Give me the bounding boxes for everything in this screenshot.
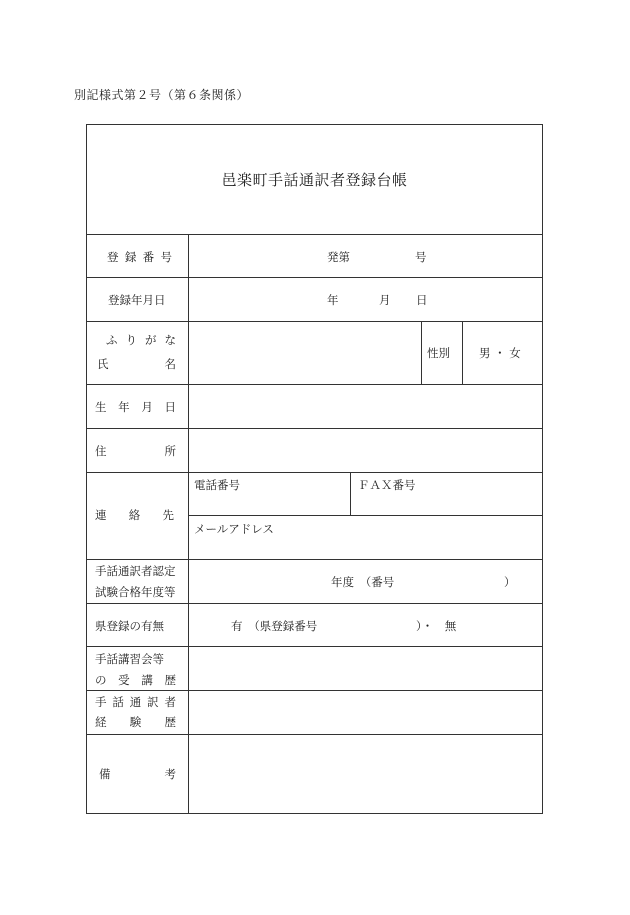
label-experience-line2: 経 験 歴 <box>95 715 176 729</box>
label-registration-date: 登録年月日 <box>108 293 166 307</box>
row-divider <box>87 690 542 691</box>
gender-value-divider <box>462 321 463 384</box>
label-remarks: 備 考 <box>99 767 176 781</box>
row-divider <box>87 559 542 560</box>
form-title: 邑楽町手話通訳者登録台帳 <box>221 171 408 189</box>
contact-row-divider <box>188 515 543 516</box>
certification-value: 年度 （番号 <box>331 575 395 589</box>
row-divider <box>87 734 542 735</box>
form-reference-note: 別記様式第２号（第６条関係） <box>74 88 250 102</box>
row-divider <box>87 472 542 473</box>
label-certification-line2: 試験合格年度等 <box>95 585 176 599</box>
row-divider <box>87 277 542 278</box>
gender-label-divider <box>421 321 422 384</box>
label-birth-date: 生 年 月 日 <box>95 400 176 414</box>
gender-options: 男 ・ 女 <box>479 346 521 360</box>
phone-fax-divider <box>350 472 351 515</box>
prefecture-registration-value-end: ）・ 無 <box>416 619 457 633</box>
registration-number-suffix: 号 <box>415 250 427 264</box>
label-course-line1: 手話講習会等 <box>95 652 164 666</box>
registration-number-prefix: 発第 <box>327 250 350 264</box>
label-certification-line1: 手話通訳者認定 <box>95 564 176 578</box>
label-address: 住 所 <box>95 444 176 458</box>
label-course-line2: の 受 講 歴 <box>95 673 176 687</box>
row-divider <box>87 603 542 604</box>
row-divider <box>87 234 542 235</box>
row-divider <box>87 428 542 429</box>
registration-date-year: 年 <box>327 293 339 307</box>
registration-form-table <box>86 124 543 814</box>
label-furigana: ふ り が な <box>106 333 176 347</box>
label-prefecture-registration: 県登録の有無 <box>95 619 164 633</box>
row-divider <box>87 646 542 647</box>
label-experience-line1: 手 話 通 訳 者 <box>95 695 176 709</box>
label-name: 氏 名 <box>97 357 176 371</box>
prefecture-registration-value: 有 （県登録番号 <box>231 619 318 633</box>
registration-date-month: 月 <box>379 293 391 307</box>
row-divider <box>87 384 542 385</box>
fax-label: ＦＡＸ番号 <box>358 478 416 492</box>
label-contact: 連 絡 先 <box>95 508 174 522</box>
phone-label: 電話番号 <box>194 478 240 492</box>
email-label: メールアドレス <box>194 522 274 536</box>
certification-value-end: ） <box>504 575 516 589</box>
gender-label: 性別 <box>427 346 450 360</box>
label-registration-number: 登 録 番 号 <box>107 250 172 264</box>
row-divider <box>87 321 542 322</box>
registration-date-day: 日 <box>416 293 428 307</box>
label-column-divider <box>188 234 189 814</box>
